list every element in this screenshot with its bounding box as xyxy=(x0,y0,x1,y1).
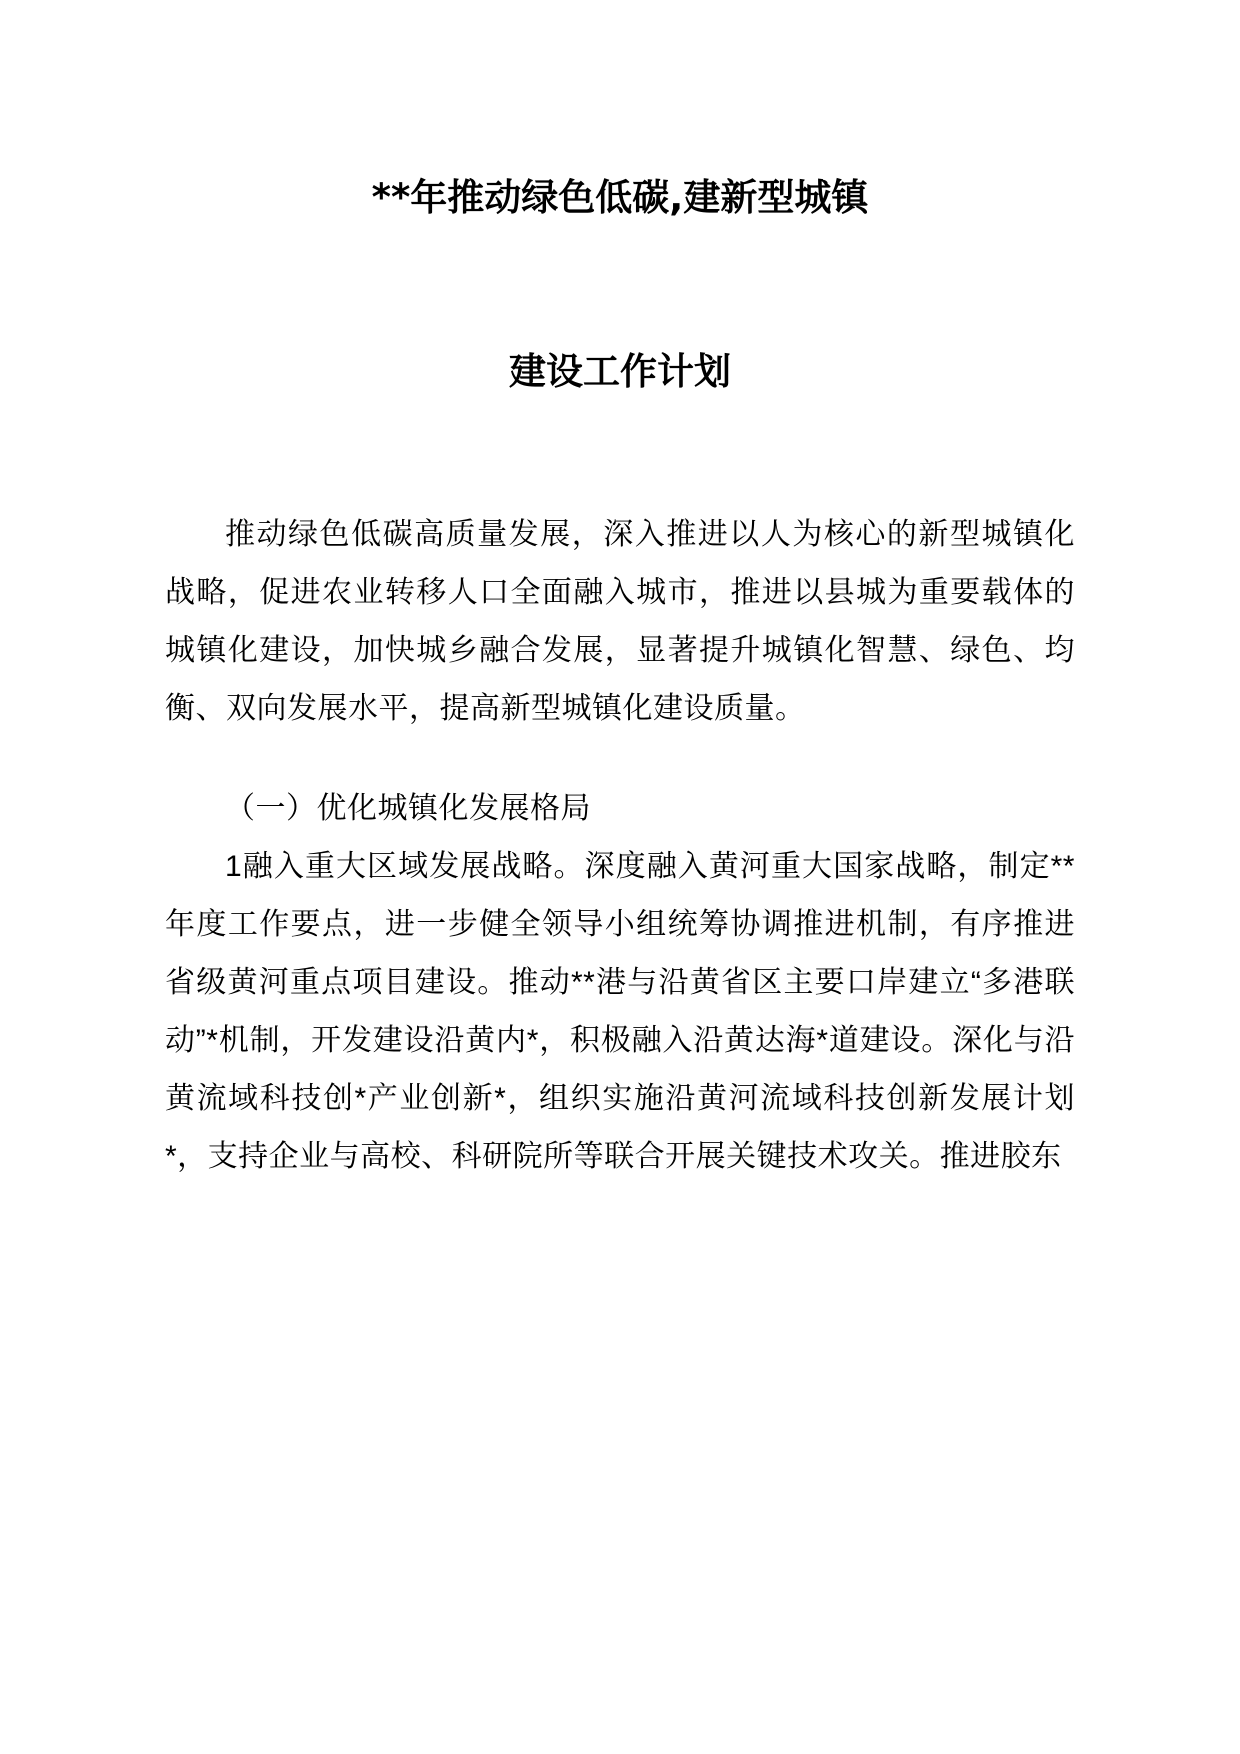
body-paragraph-intro: 推动绿色低碳高质量发展，深入推进以人为核心的新型城镇化战略，促进农业转移人口全面融入城市，推进以县城为重要载体的城镇化建设，加快城乡融合发展，显著提升城镇化智慧、绿色、均衡、双向发展水平，提高新型城镇化建设质量。 xyxy=(165,517,1075,725)
section-heading-one: （一）优化城镇化发展格局 xyxy=(225,791,591,825)
document-title-block xyxy=(165,0,1075,396)
body-paragraph-item-1: 1融入重大区域发展战略。深度融入黄河重大国家战略，制定**年度工作要点，进一步健全领导小组统筹协调推进机制，有序推进省级黄河重点项目建设。推动**港与沿黄省区主要口岸建立“多港联动”*机制，开发建设沿黄内*，积极融入沿黄达海*道建设。深化与沿黄流域科技创*产业创新*，组织实施沿黄河流域科技创新发展计划*，支持企业与高校、科研院所等联合开展关键技术攻关。推进胶东 xyxy=(165,849,1075,1173)
document-title-line-1: **年推动绿色低碳,建新型城镇 xyxy=(371,176,869,219)
document-title-line-2: 建设工作计划 xyxy=(509,350,731,394)
document-body xyxy=(165,506,1075,1186)
